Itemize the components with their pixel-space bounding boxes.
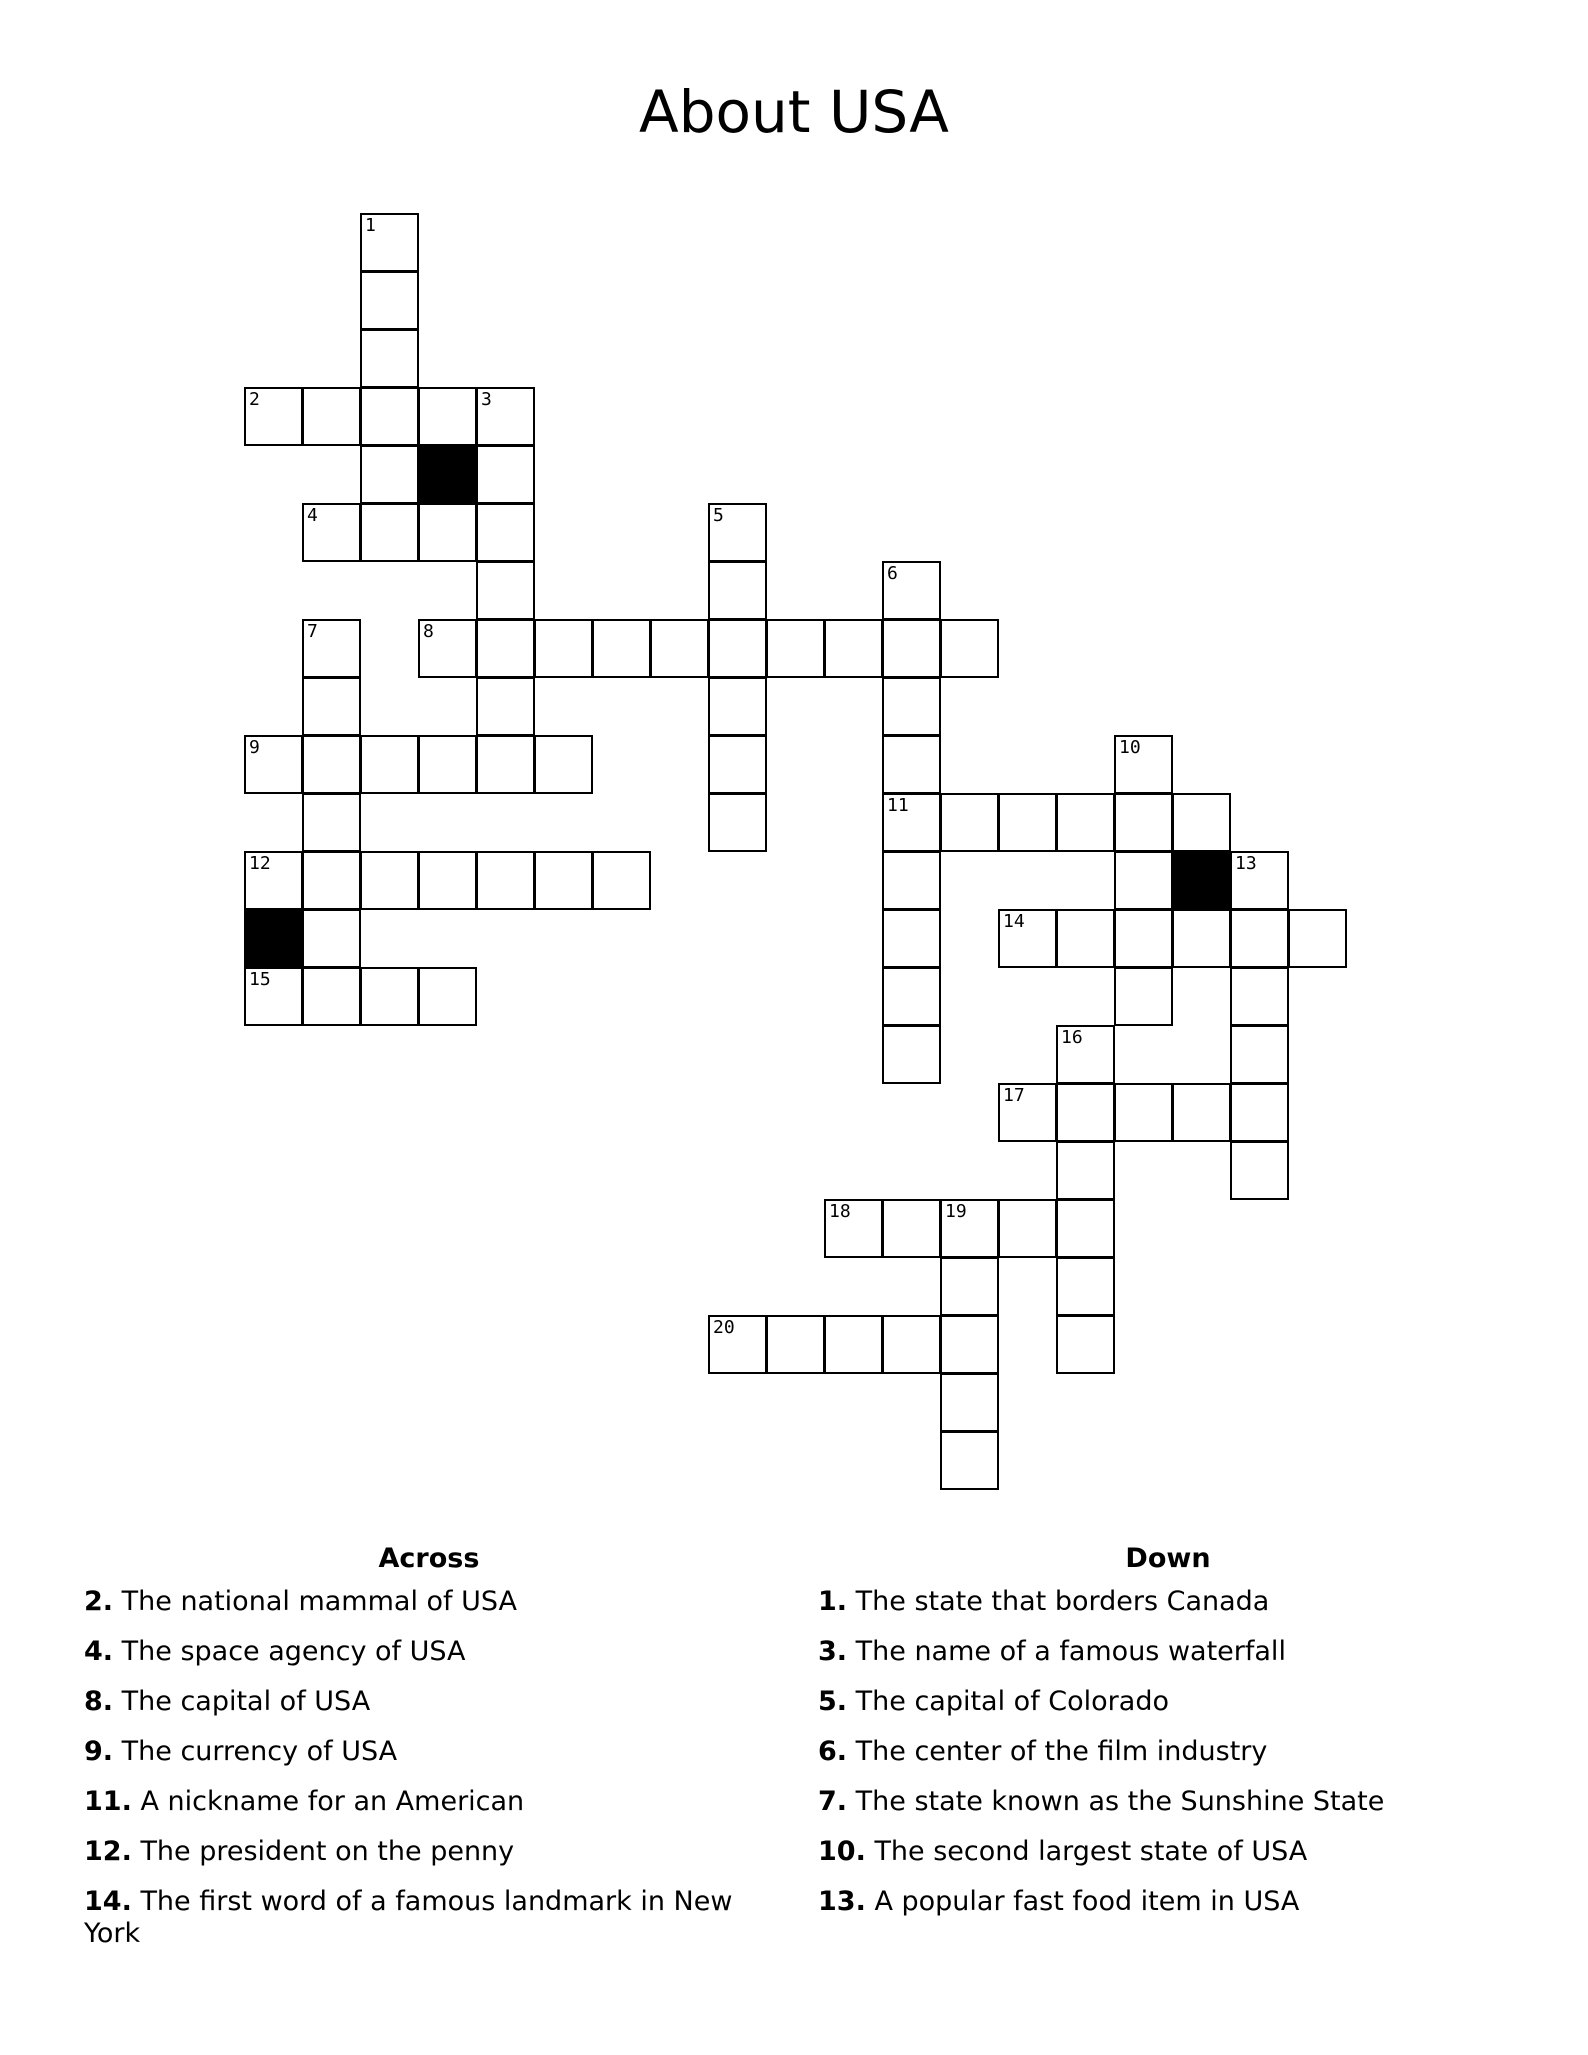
down-clue (818, 1736, 1508, 1768)
across-clue (84, 1736, 774, 1768)
cell-number: 18 (829, 1201, 851, 1222)
grid-cell[interactable] (244, 387, 303, 446)
grid-cell[interactable] (882, 677, 941, 736)
clue-number: 2. (84, 1586, 114, 1617)
grid-cell[interactable] (360, 271, 419, 330)
across-clues (84, 1543, 774, 1968)
cell-number: 10 (1119, 737, 1141, 758)
grid-cell[interactable] (418, 387, 477, 446)
across-clue (84, 1686, 774, 1718)
grid-cell[interactable] (1114, 909, 1173, 968)
grid-cell[interactable] (882, 735, 941, 794)
cell-number: 13 (1235, 853, 1257, 874)
grid-cell[interactable] (650, 619, 709, 678)
grid-cell[interactable] (476, 445, 535, 504)
grid-cell[interactable] (824, 619, 883, 678)
grid-cell[interactable] (1230, 909, 1289, 968)
grid-cell[interactable] (476, 387, 535, 446)
grid-cell[interactable] (998, 909, 1057, 968)
grid-cell[interactable] (882, 1025, 941, 1084)
clue-text: A popular fast food item in USA (874, 1886, 1300, 1917)
grid-cell[interactable] (1172, 909, 1231, 968)
cell-number: 20 (713, 1317, 735, 1338)
clue-text: The currency of USA (121, 1736, 398, 1767)
grid-cell[interactable] (1230, 851, 1289, 910)
clue-text: The capital of USA (121, 1686, 371, 1717)
grid-cell[interactable] (1114, 1083, 1173, 1142)
across-heading: Across (378, 1543, 480, 1574)
grid-cell[interactable] (766, 619, 825, 678)
page-title: About USA (639, 78, 949, 146)
grid-cell[interactable] (1114, 793, 1173, 852)
down-clue (818, 1586, 1508, 1618)
across-clue (84, 1586, 774, 1618)
clue-text: The second largest state of USA (874, 1836, 1308, 1867)
grid-cell[interactable] (882, 561, 941, 620)
grid-cell[interactable] (360, 503, 419, 562)
clue-text: The national mammal of USA (121, 1586, 518, 1617)
grid-cell[interactable] (1230, 1083, 1289, 1142)
cell-number: 3 (481, 389, 492, 410)
grid-cell[interactable] (476, 735, 535, 794)
down-clue (818, 1836, 1508, 1868)
clue-number: 9. (84, 1736, 114, 1767)
grid-cell[interactable] (592, 851, 651, 910)
grid-cell[interactable] (708, 561, 767, 620)
clue-text: The first word of a famous landmark in New York (84, 1886, 733, 1949)
grid-cell[interactable] (418, 619, 477, 678)
grid-cell[interactable] (244, 851, 303, 910)
cell-number: 14 (1003, 911, 1025, 932)
clue-number: 12. (84, 1836, 132, 1867)
grid-cell[interactable] (708, 619, 767, 678)
cell-number: 16 (1061, 1027, 1083, 1048)
grid-cell[interactable] (302, 793, 361, 852)
grid-cell[interactable] (302, 619, 361, 678)
cell-number: 8 (423, 621, 434, 642)
grid-cell[interactable] (708, 793, 767, 852)
grid-cell[interactable] (882, 909, 941, 968)
grid-cell[interactable] (534, 619, 593, 678)
black-cell (418, 445, 477, 504)
grid-cell[interactable] (1172, 793, 1231, 852)
grid-cell[interactable] (592, 619, 651, 678)
grid-cell[interactable] (824, 1199, 883, 1258)
clue-number: 3. (818, 1636, 848, 1667)
grid-cell[interactable] (1056, 1199, 1115, 1258)
grid-cell[interactable] (708, 677, 767, 736)
grid-cell[interactable] (940, 1315, 999, 1374)
grid-cell[interactable] (1114, 851, 1173, 910)
grid-cell[interactable] (1056, 1025, 1115, 1084)
cell-number: 1 (365, 215, 376, 236)
cell-number: 7 (307, 621, 318, 642)
grid-cell[interactable] (360, 735, 419, 794)
clue-text: The name of a famous waterfall (855, 1636, 1286, 1667)
grid-cell[interactable] (302, 851, 361, 910)
grid-cell[interactable] (1230, 967, 1289, 1026)
cell-number: 12 (249, 853, 271, 874)
down-heading: Down (1125, 1543, 1211, 1574)
down-clue (818, 1686, 1508, 1718)
grid-cell[interactable] (244, 967, 303, 1026)
clue-text: The space agency of USA (121, 1636, 466, 1667)
grid-cell[interactable] (1288, 909, 1347, 968)
across-clue (84, 1836, 774, 1868)
clue-number: 1. (818, 1586, 848, 1617)
grid-cell[interactable] (360, 967, 419, 1026)
grid-cell[interactable] (882, 793, 941, 852)
clue-number: 7. (818, 1786, 848, 1817)
grid-cell[interactable] (244, 735, 303, 794)
grid-cell[interactable] (708, 503, 767, 562)
grid-cell[interactable] (476, 561, 535, 620)
clue-number: 14. (84, 1886, 132, 1917)
grid-cell[interactable] (418, 503, 477, 562)
grid-cell[interactable] (302, 909, 361, 968)
cell-number: 17 (1003, 1085, 1025, 1106)
grid-cell[interactable] (1056, 1257, 1115, 1316)
grid-cell[interactable] (1056, 793, 1115, 852)
grid-cell[interactable] (882, 967, 941, 1026)
grid-cell[interactable] (302, 677, 361, 736)
grid-cell[interactable] (766, 1315, 825, 1374)
grid-cell[interactable] (940, 793, 999, 852)
grid-cell[interactable] (1056, 1083, 1115, 1142)
grid-cell[interactable] (476, 503, 535, 562)
grid-cell[interactable] (1056, 909, 1115, 968)
grid-cell[interactable] (940, 1199, 999, 1258)
clue-text: The state that borders Canada (855, 1586, 1270, 1617)
grid-cell[interactable] (882, 1315, 941, 1374)
grid-cell[interactable] (360, 445, 419, 504)
clue-text: The president on the penny (140, 1836, 515, 1867)
clue-number: 6. (818, 1736, 848, 1767)
grid-cell[interactable] (476, 677, 535, 736)
grid-cell[interactable] (476, 619, 535, 678)
cell-number: 4 (307, 505, 318, 526)
across-clue (84, 1636, 774, 1668)
grid-cell[interactable] (1114, 735, 1173, 794)
grid-cell[interactable] (360, 387, 419, 446)
clue-text: A nickname for an American (140, 1786, 525, 1817)
grid-cell[interactable] (418, 735, 477, 794)
across-clue (84, 1886, 774, 1950)
black-cell (1172, 851, 1231, 910)
clue-number: 4. (84, 1636, 114, 1667)
grid-cell[interactable] (882, 851, 941, 910)
cell-number: 9 (249, 737, 260, 758)
grid-cell[interactable] (302, 967, 361, 1026)
grid-cell[interactable] (534, 851, 593, 910)
clue-number: 5. (818, 1686, 848, 1717)
down-clues (818, 1543, 1508, 1936)
grid-cell[interactable] (418, 851, 477, 910)
grid-cell[interactable] (360, 851, 419, 910)
grid-cell[interactable] (1172, 1083, 1231, 1142)
grid-cell[interactable] (1056, 1141, 1115, 1200)
grid-cell[interactable] (1056, 1315, 1115, 1374)
grid-cell[interactable] (1230, 1025, 1289, 1084)
grid-cell[interactable] (998, 793, 1057, 852)
grid-cell[interactable] (302, 503, 361, 562)
grid-cell[interactable] (824, 1315, 883, 1374)
grid-cell[interactable] (1230, 1141, 1289, 1200)
grid-cell[interactable] (708, 1315, 767, 1374)
clue-text: The capital of Colorado (855, 1686, 1169, 1717)
cell-number: 11 (887, 795, 909, 816)
grid-cell[interactable] (418, 967, 477, 1026)
cell-number: 15 (249, 969, 271, 990)
grid-cell[interactable] (360, 329, 419, 388)
grid-cell[interactable] (302, 387, 361, 446)
grid-cell[interactable] (708, 735, 767, 794)
cell-number: 6 (887, 563, 898, 584)
grid-cell[interactable] (1114, 967, 1173, 1026)
grid-cell[interactable] (998, 1083, 1057, 1142)
grid-cell[interactable] (882, 619, 941, 678)
down-clue (818, 1636, 1508, 1668)
black-cell (244, 909, 303, 968)
clue-text: The state known as the Sunshine State (855, 1786, 1385, 1817)
grid-cell[interactable] (998, 1199, 1057, 1258)
cell-number: 19 (945, 1201, 967, 1222)
down-clue (818, 1786, 1508, 1818)
grid-cell[interactable] (940, 1373, 999, 1432)
cell-number: 2 (249, 389, 260, 410)
grid-cell[interactable] (534, 735, 593, 794)
cell-number: 5 (713, 505, 724, 526)
down-clue (818, 1886, 1508, 1918)
grid-cell[interactable] (940, 1257, 999, 1316)
grid-cell[interactable] (940, 1431, 999, 1490)
grid-cell[interactable] (360, 213, 419, 272)
grid-cell[interactable] (476, 851, 535, 910)
clue-text: The center of the film industry (855, 1736, 1268, 1767)
clue-number: 11. (84, 1786, 132, 1817)
clue-number: 13. (818, 1886, 866, 1917)
clue-number: 10. (818, 1836, 866, 1867)
clue-number: 8. (84, 1686, 114, 1717)
grid-cell[interactable] (302, 735, 361, 794)
across-clue (84, 1786, 774, 1818)
grid-cell[interactable] (940, 619, 999, 678)
grid-cell[interactable] (882, 1199, 941, 1258)
